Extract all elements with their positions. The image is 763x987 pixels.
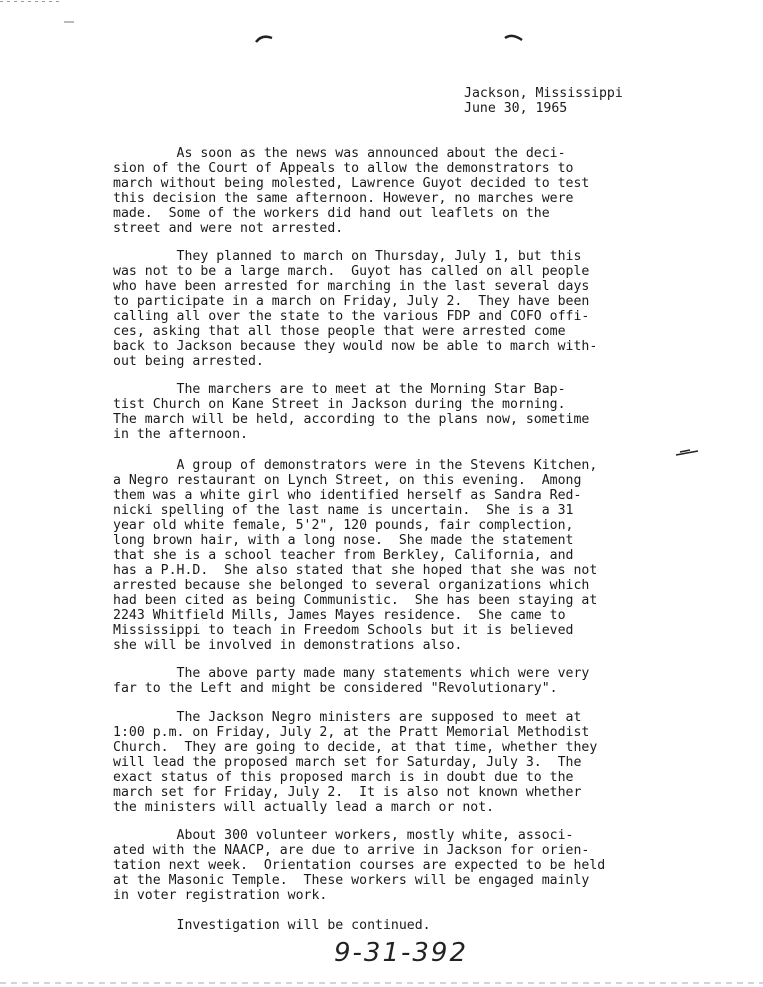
text-line: As soon as the news was announced about the deci- [113, 146, 566, 161]
text-line: exact status of this proposed march is in doubt due to the [113, 770, 574, 785]
paragraph-march-plans [113, 249, 673, 369]
text-line: tation next week. Orientation courses are expected to be held [113, 858, 606, 873]
text-line: Church. They are going to decide, at that time, whether they [113, 740, 598, 755]
text-line: has a P.H.D. She also stated that she hoped that she was not [113, 563, 598, 578]
text-line: street and were not arrested. [113, 221, 344, 236]
text-line: march without being molested, Lawrence Guyot decided to test [113, 176, 590, 191]
handwritten-file-number: 9-31-392 [334, 938, 469, 968]
text-line: who have been arrested for marching in the last several days [113, 279, 590, 294]
text-line: The march will be held, according to the plans now, sometime [113, 412, 590, 427]
paragraph-volunteers [113, 828, 673, 903]
text-line: this decision the same afternoon. However, no marches were [113, 191, 574, 206]
punch-mark-left [256, 37, 272, 42]
text-line: had been cited as being Communistic. She has been staying at [113, 593, 598, 608]
closing-line: Investigation will be continued. [113, 918, 431, 933]
punch-mark-right [505, 36, 522, 40]
text-line: at the Masonic Temple. These workers will be engaged mainly [113, 873, 590, 888]
text-line: them was a white girl who identified herself as Sandra Red- [113, 488, 582, 503]
text-line: out being arrested. [113, 354, 264, 369]
text-line: year old white female, 5'2", 120 pounds, fair complection, [113, 518, 574, 533]
text-line: long brown hair, with a long nose. She made the statement [113, 533, 574, 548]
text-line: The marchers are to meet at the Morning Star Bap- [113, 382, 566, 397]
text-line: back to Jackson because they would now be able to march with- [113, 339, 598, 354]
margin-scribble [676, 450, 698, 455]
paragraph-ministers [113, 710, 673, 815]
text-line: made. Some of the workers did hand out leaflets on the [113, 206, 550, 221]
text-line: will lead the proposed march set for Saturday, July 3. The [113, 755, 582, 770]
text-line: the ministers will actually lead a march or not. [113, 800, 495, 815]
text-line: arrested because she belonged to several organizations which [113, 578, 590, 593]
text-line: A group of demonstrators were in the Stevens Kitchen, [113, 458, 598, 473]
text-line: ces, asking that all those people that were arrested come [113, 324, 566, 339]
text-line: They planned to march on Thursday, July 1, but this [113, 249, 582, 264]
paragraph-court-decision [113, 146, 673, 236]
text-line: tist Church on Kane Street in Jackson during the morning. [113, 397, 566, 412]
text-line: Mississippi to teach in Freedom Schools but it is believed [113, 623, 574, 638]
dateline-place: Jackson, Mississippi [464, 86, 623, 101]
text-line: nicki spelling of the last name is uncertain. She is a 31 [113, 503, 574, 518]
text-line: calling all over the state to the various FDP and COFO offi- [113, 309, 590, 324]
text-line: sion of the Court of Appeals to allow the demonstrators to [113, 161, 574, 176]
text-line: was not to be a large march. Guyot has called on all people [113, 264, 590, 279]
text-line: in voter registration work. [113, 888, 328, 903]
text-line: that she is a school teacher from Berkley, California, and [113, 548, 574, 563]
text-line: 2243 Whitfield Mills, James Mayes residence. She came to [113, 608, 566, 623]
text-line: in the afternoon. [113, 427, 248, 442]
text-line: far to the Left and might be considered "Revolutionary". [113, 681, 558, 696]
text-line: 1:00 p.m. on Friday, July 2, at the Pratt Memorial Methodist [113, 725, 590, 740]
paragraph-demonstrators [113, 458, 673, 653]
text-line: The Jackson Negro ministers are supposed to meet at [113, 710, 582, 725]
text-line: march set for Friday, July 2. It is also not known whether [113, 785, 582, 800]
text-line: About 300 volunteer workers, mostly white, associ- [113, 828, 574, 843]
text-line: she will be involved in demonstrations also. [113, 638, 463, 653]
dateline [464, 86, 623, 116]
paragraph-meeting-place [113, 382, 673, 442]
paragraph-statements [113, 666, 673, 696]
text-line: to participate in a march on Friday, July 2. They have been [113, 294, 590, 309]
text-line: The above party made many statements which were very [113, 666, 590, 681]
text-line: ated with the NAACP, are due to arrive in Jackson for orien- [113, 843, 590, 858]
dateline-date: June 30, 1965 [464, 101, 568, 116]
text-line: a Negro restaurant on Lynch Street, on this evening. Among [113, 473, 582, 488]
